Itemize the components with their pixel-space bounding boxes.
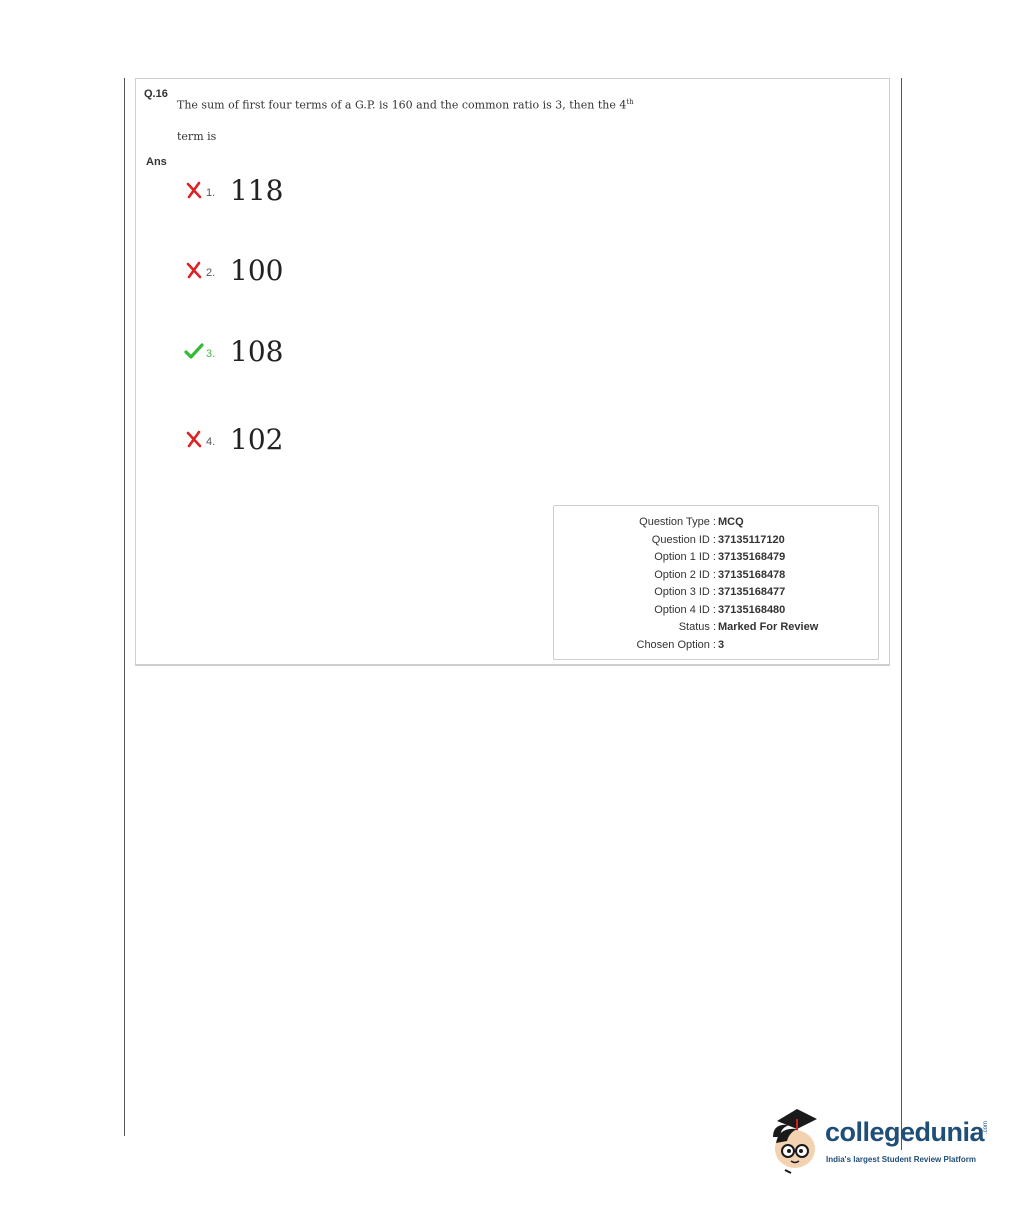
mascot-icon	[767, 1103, 825, 1175]
meta-value: MCQ	[718, 516, 744, 528]
meta-key: Option 1 ID :	[654, 551, 716, 563]
meta-row-option-2-id	[554, 567, 878, 584]
option-number: 3.	[206, 348, 216, 360]
option-1[interactable]	[184, 170, 283, 210]
meta-row-question-id	[554, 532, 878, 549]
meta-key: Option 2 ID :	[654, 568, 716, 581]
option-value: 118	[230, 173, 284, 207]
question-number: Q.16	[144, 88, 168, 100]
question-meta-panel	[553, 505, 879, 660]
brand-name: collegedunia	[825, 1117, 985, 1147]
meta-value: 37135168480	[718, 603, 786, 616]
meta-key: Question Type :	[639, 516, 716, 528]
option-2[interactable]	[184, 250, 283, 290]
check-icon	[184, 341, 204, 361]
right-margin-line	[901, 78, 902, 1150]
cross-icon	[184, 180, 204, 200]
option-value: 108	[230, 334, 284, 368]
meta-value: 37135168477	[718, 586, 786, 598]
meta-row-status	[554, 619, 878, 636]
answer-label: Ans	[146, 156, 167, 168]
option-number: 2.	[206, 267, 216, 279]
meta-key: Option 3 ID :	[654, 586, 716, 598]
meta-value: 3	[718, 638, 725, 651]
meta-value: 37135168479	[718, 551, 786, 563]
meta-row-option-1-id	[554, 549, 878, 566]
meta-row-question-type	[554, 514, 878, 531]
meta-key: Option 4 ID :	[654, 603, 716, 616]
question-text-line1: The sum of first four terms of a G.P. is 160 and the common ratio is 3, then the 4	[177, 98, 627, 112]
meta-key: Chosen Option :	[636, 638, 716, 651]
cross-icon	[184, 260, 204, 280]
left-margin-line	[124, 78, 125, 1136]
meta-row-chosen-option	[554, 637, 878, 654]
collegedunia-logo	[767, 1103, 997, 1183]
option-3[interactable]	[184, 331, 283, 371]
brand-suffix: .com	[983, 1121, 989, 1135]
meta-value: Marked For Review	[718, 621, 819, 633]
meta-key: Question ID :	[651, 533, 716, 546]
option-value: 102	[230, 422, 284, 456]
question-card	[135, 78, 890, 666]
option-4[interactable]	[184, 419, 283, 459]
question-text-sup: th	[626, 98, 634, 106]
meta-value: 37135168478	[718, 568, 786, 581]
meta-key: Status :	[678, 621, 716, 633]
option-number: 4.	[206, 436, 216, 448]
cross-icon	[184, 429, 204, 449]
meta-value: 37135117120	[718, 533, 785, 546]
meta-row-option-3-id	[554, 584, 878, 601]
option-number: 1.	[206, 187, 216, 199]
brand-tagline: India's largest Student Review Platform	[826, 1155, 976, 1164]
question-text-line2: term is	[177, 129, 217, 143]
option-value: 100	[230, 253, 284, 287]
question-text	[177, 98, 877, 143]
meta-row-option-4-id	[554, 602, 878, 619]
